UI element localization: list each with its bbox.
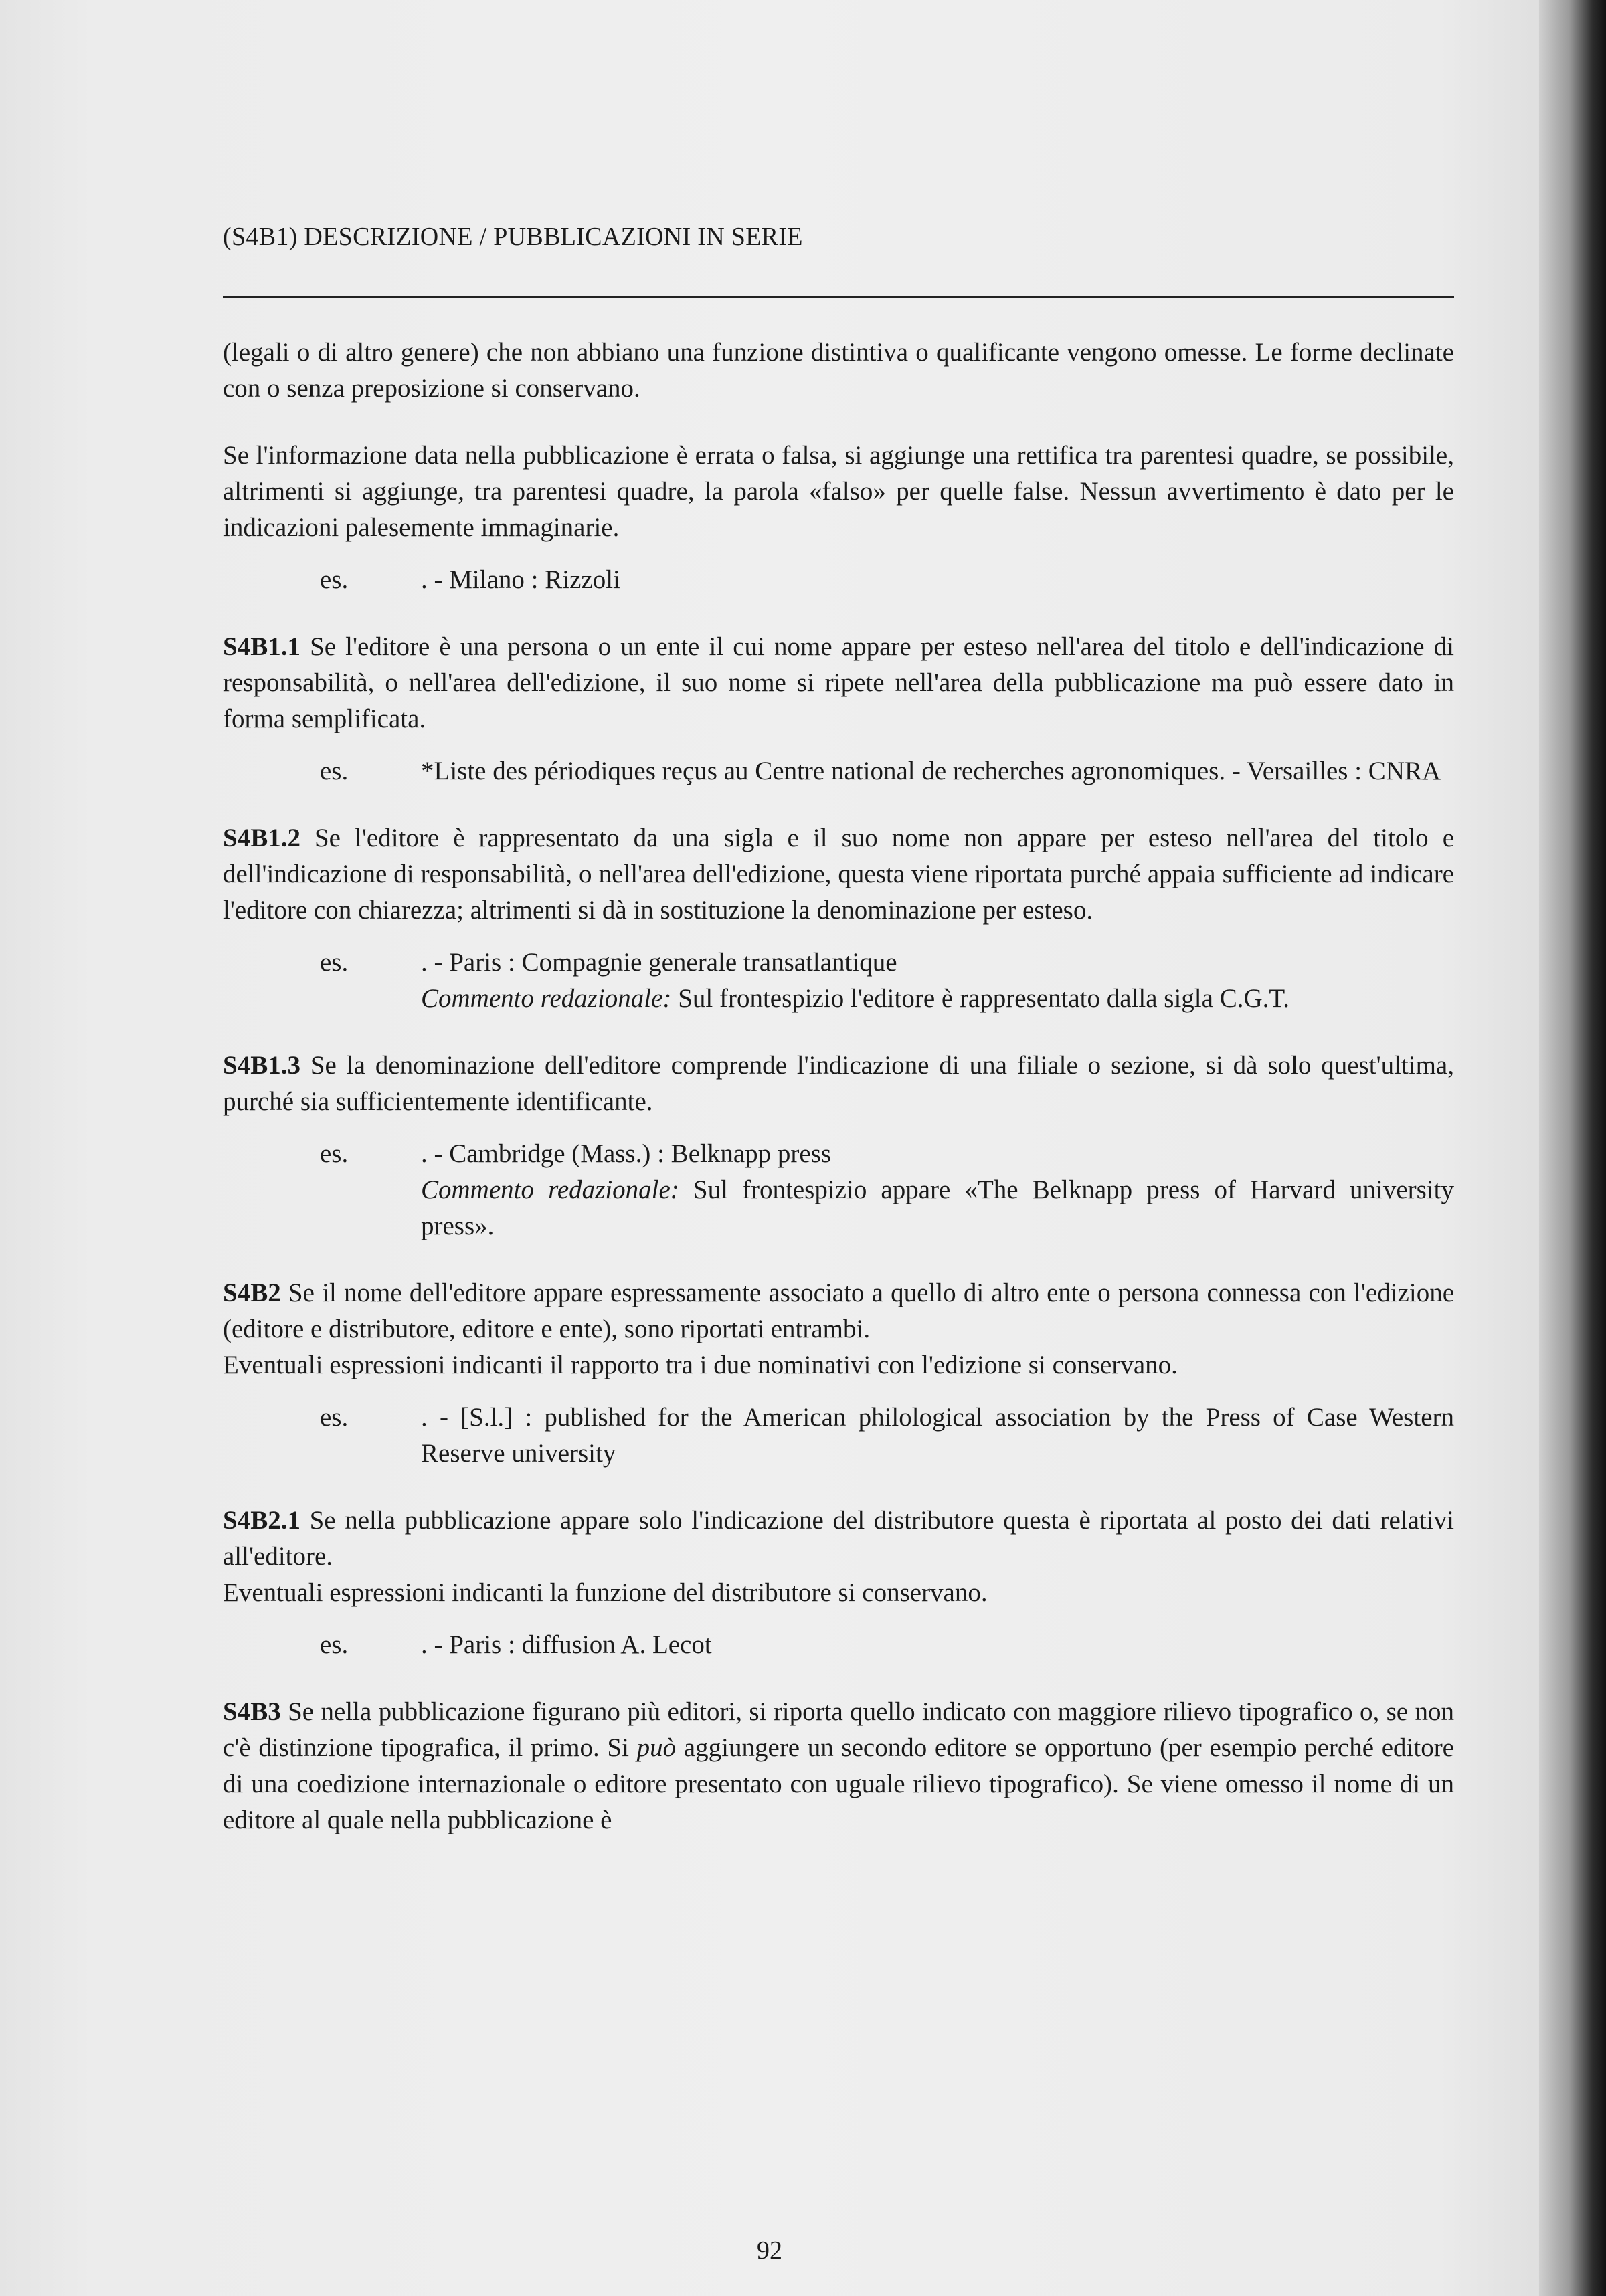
comment-label: Commento redazionale:: [421, 1175, 679, 1204]
example-6: [223, 1627, 1454, 1663]
page-edge-shadow: [1539, 0, 1606, 2296]
section-code: S4B1.2: [223, 824, 300, 852]
comment-text: Sul frontespizio l'editore è rappresentato dalla sigla C.G.T.: [671, 984, 1290, 1013]
section-code: S4B2.1: [223, 1506, 300, 1535]
section-code: S4B1.3: [223, 1051, 300, 1080]
example-label: es.: [320, 565, 349, 594]
example-label: es.: [320, 757, 349, 785]
section-text: Se nella pubblicazione appare solo l'indicazione del distributore questa è riportata al posto dei dati relativi all'editore.: [223, 1506, 1454, 1571]
section-text-italic: può: [636, 1733, 677, 1762]
example-2: [223, 753, 1454, 789]
section-s4b1-3: [223, 1048, 1454, 1120]
comment-text: Sul frontespizio appare «The Belknapp press of Harvard university press».: [421, 1175, 1454, 1240]
editorial-comment: [421, 1172, 1454, 1244]
header-rule: [223, 296, 1454, 298]
editorial-comment: [421, 981, 1454, 1017]
section-s4b3: [223, 1694, 1454, 1838]
example-text: . - [S.l.] : published for the American philological association by the Press of Case Western Reserve university: [421, 1403, 1454, 1468]
comment-label: Commento redazionale:: [421, 984, 672, 1013]
example-text: . - Milano : Rizzoli: [421, 565, 620, 594]
section-code: S4B2: [223, 1278, 281, 1307]
section-s4b2-1: [223, 1503, 1454, 1575]
example-4: [223, 1136, 1454, 1244]
section-text: Se l'editore è una persona o un ente il cui nome appare per esteso nell'area del titolo e dell'indicazione di responsabilità, o nell'area dell'edizione, il suo nome si ripete nell'area della pubblicazione ma può essere dato in forma semplificata.: [223, 632, 1454, 733]
example-label: es.: [320, 1139, 349, 1168]
section-s4b1-2: [223, 820, 1454, 929]
running-header: (S4B1) DESCRIZIONE / PUBBLICAZIONI IN SERIE: [223, 223, 803, 251]
section-s4b2-continued: Eventuali espressioni indicanti il rapporto tra i due nominativi con l'edizione si conservano.: [223, 1351, 1178, 1379]
section-s4b2-1-continued: Eventuali espressioni indicanti la funzione del distributore si conservano.: [223, 1578, 988, 1607]
section-text: Se nella pubblicazione figurano più editori, si riporta quello indicato con maggiore rilievo tipografico o, se non c'è distinzione tipografica, il primo. Si: [223, 1697, 1454, 1762]
example-label: es.: [320, 1403, 349, 1432]
example-label: es.: [320, 1630, 349, 1659]
section-text: Se l'editore è rappresentato da una sigla e il suo nome non appare per esteso nell'area del titolo e dell'indicazione di responsabilità, o nell'area dell'edizione, questa viene riportata purché appaia sufficiente ad indicare l'editore con chiarezza; altrimenti si dà in sostituzione la denominazione per esteso.: [223, 824, 1454, 925]
section-text: aggiungere un secondo editore se opportuno (per esempio perché editore di una coedizione internazionale o editore presentato con uguale rilievo tipografico). Se viene omesso il nome di un editore al quale nella pubblicazione è: [223, 1733, 1454, 1834]
example-label: es.: [320, 948, 349, 977]
section-s4b1-1: [223, 629, 1454, 737]
section-s4b2: [223, 1275, 1454, 1347]
example-text: . - Cambridge (Mass.) : Belknapp press: [421, 1139, 832, 1168]
section-text: Se la denominazione dell'editore comprende l'indicazione di una filiale o sezione, si dà solo quest'ultima, purché sia sufficientemente identificante.: [223, 1051, 1454, 1116]
section-code: S4B3: [223, 1697, 281, 1726]
body-text: [223, 334, 1454, 1838]
section-text: Se il nome dell'editore appare espressamente associato a quello di altro ente o persona connessa con l'edizione (editore e distributore, editore e ente), sono riportati entrambi.: [223, 1278, 1454, 1343]
example-text: *Liste des périodiques reçus au Centre national de recherches agronomiques. - Versailles : CNRA: [421, 757, 1441, 785]
example-text: . - Paris : diffusion A. Lecot: [421, 1630, 712, 1659]
example-1: [223, 562, 1454, 598]
paragraph-errata: Se l'informazione data nella pubblicazione è errata o falsa, si aggiunge una rettifica tra parentesi quadre, se possibile, altrimenti si aggiunge, tra parentesi quadre, la parola «falso» per quelle false. Nessun avvertimento è dato per le indicazioni palesemente immaginarie.: [223, 441, 1454, 542]
example-3: [223, 945, 1454, 1017]
section-code: S4B1.1: [223, 632, 300, 661]
paragraph-continuation: (legali o di altro genere) che non abbiano una funzione distintiva o qualificante vengono omesse. Le forme declinate con o senza preposizione si conservano.: [223, 338, 1454, 403]
example-5: [223, 1400, 1454, 1472]
example-text: . - Paris : Compagnie generale transatlantique: [421, 948, 897, 977]
page-number: 92: [757, 2236, 782, 2265]
